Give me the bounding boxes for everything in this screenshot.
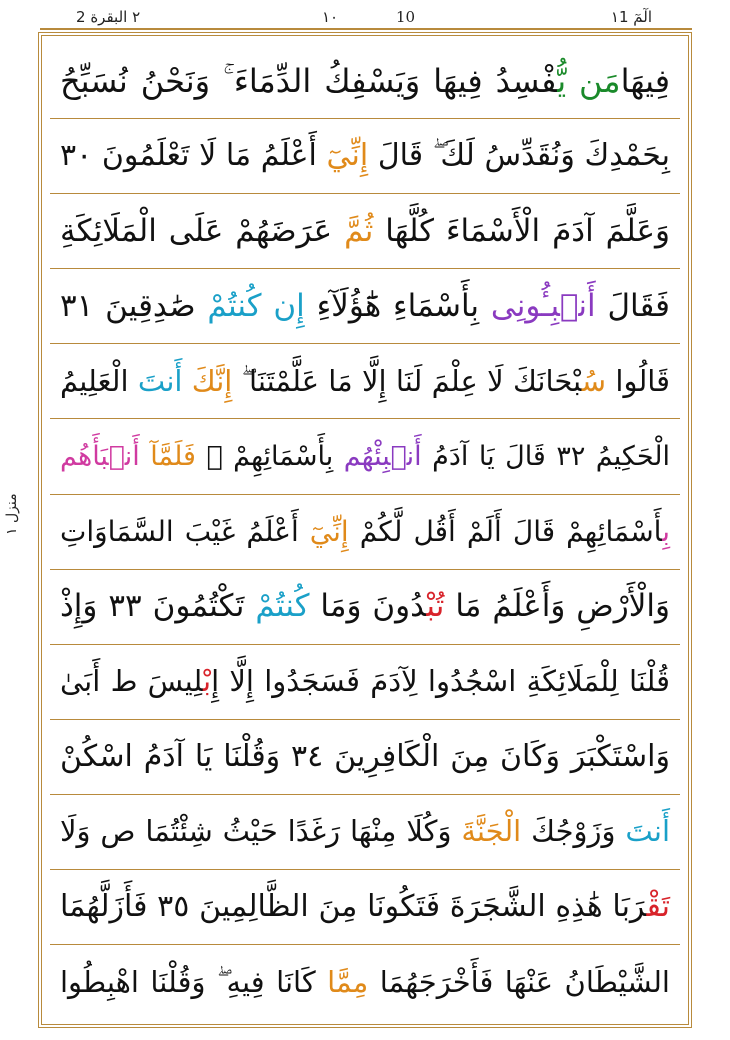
verse-segment: قُلْنَا لِلْمَلَائِكَةِ اسْجُدُوا لِآدَمَ فَسَجَدُوا إِلَّا إِ [211,664,670,699]
verse-segment: صَٰدِقِينَ ٣١ [60,287,208,324]
text-body [50,44,680,1016]
verse-text [60,888,671,924]
verse-segment: فْسِدُ فِيهَا وَيَسْفِكُ الدِّمَاءَ ۚ وَنَحْنُ نُسَبِّحُ [60,62,558,101]
verse-segment: بِحَمْدِكَ وَنُقَدِّسُ لَكَ ۖ قَالَ [368,138,670,174]
verse-segment: إِن كُنتُمْ [207,287,305,324]
verse-line [50,645,680,720]
verse-segment: الْجَنَّةَ [461,814,522,849]
verse-segment: الْحَكِيمُ ٣٢ قَالَ يَا آدَمُ [421,440,670,472]
verse-text [60,287,670,324]
verse-segment: لِيسَ ط أَبَىٰ [60,664,203,699]
page-header [40,6,692,30]
verse-line [50,419,680,494]
verse-segment: الشَّيْطَانُ عَنْهَا فَأَخْرَجَهُمَا [368,965,670,1000]
verse-segment: إِنَّكَ [191,363,233,398]
verse-segment: ثُمَّ [344,212,374,249]
verse-segment: بِأَسْمَاءِ هَٰٓؤُلَآءِ [304,287,491,324]
verse-segment: وَزَوْجُكَ [521,814,626,849]
verse-segment: إِنِّيٓ [309,514,349,548]
verse-line [50,344,680,419]
verse-segment: الْعَلِيمُ [60,363,138,398]
verse-line [50,269,680,344]
verse-text [60,363,670,398]
verse-text [60,514,670,548]
verse-segment: بِأَسْمَائِهِمْ ۖ [195,440,344,472]
verse-line [50,870,680,945]
page-number: 10 [396,8,416,26]
verse-text [60,138,670,174]
verse-text [60,588,670,625]
page-frame [38,32,692,1028]
verse-text [60,738,670,774]
header-rule [40,28,692,30]
arabic-page-number: ١٠ [322,8,339,26]
verse-line [50,119,680,194]
verse-segment: أَعْلَمُ مَا لَا تَعْلَمُونَ ٣٠ [60,138,327,174]
verse-segment: وَكُلَا مِنْهَا رَغَدًا حَيْثُ شِئْتُمَا ص وَلَا [60,814,462,849]
verse-line [50,495,680,570]
verse-line [50,44,680,119]
verse-segment: أَنۢبَأَهُم [60,440,151,472]
verse-segment: قَالُوا [606,363,670,398]
verse-segment: عَرَضَهُمْ عَلَى الْمَلَائِكَةِ [60,212,345,249]
verse-segment [182,364,191,398]
verse-segment: مَن يُّ [557,62,621,101]
verse-segment: وَعَلَّمَ آدَمَ الْأَسْمَاءَ كُلَّهَا [373,212,670,249]
juz-name-header: الٓمٓ ١1 [610,8,652,26]
verse-segment: كُنتُمْ [255,588,310,625]
verse-segment: تَقْ [646,888,671,924]
verse-segment: أَنتَ [625,814,670,849]
verse-line [50,720,680,795]
verse-segment: بْحَانَكَ لَا عِلْمَ لَنَا إِلَّا مَا عَلَّمْتَنَا ۖ [232,363,582,398]
verse-segment: فَلَمَّآ [150,440,196,472]
verse-text [60,965,670,1000]
verse-segment: وَالْأَرْضِ وَأَعْلَمُ مَا [444,588,670,625]
verse-text [60,440,670,472]
verse-segment: بْ [202,664,212,699]
verse-line [50,194,680,269]
verse-segment: أَنۢبِـُٔونِى [490,287,596,324]
manzil-marker: منزل ١ [4,493,20,535]
verse-text [60,814,670,849]
verse-text [60,62,671,101]
verse-segment: إِنِّيٓ [326,138,369,174]
verse-segment: كَانَا فِيهِ ۖ وَقُلْنَا اهْبِطُوا [60,965,328,1000]
verse-segment: تَكْتُمُونَ ٣٣ وَإِذْ [60,588,256,625]
verse-segment: تُبْ [426,588,445,625]
verse-segment: وَاسْتَكْبَرَ وَكَانَ مِنَ الْكَافِرِينَ ٣٤ وَقُلْنَا يَا آدَمُ اسْكُنْ [60,738,670,774]
verse-segment: فَقَالَ [595,287,670,324]
verse-segment: أَسْمَائِهِمْ قَالَ أَلَمْ أَقُل لَّكُمْ [348,514,663,548]
surah-name-header: ٢ البقرة 2 [76,8,141,26]
verse-segment: دُونَ وَمَا [309,588,427,625]
verse-segment: أَنۢبِئْهُم [343,440,422,472]
verse-segment: أَنتَ [137,363,183,398]
verse-text [60,664,670,699]
verse-segment: مِمَّا [327,965,369,1000]
verse-segment: سُ [581,363,607,398]
verse-line [50,945,680,1020]
verse-segment: رَبَا هَٰذِهِ الشَّجَرَةَ فَتَكُونَا مِنَ الظَّالِمِينَ ٣٥ فَأَزَلَّهُمَا [60,888,647,924]
verse-text [60,212,670,249]
verse-segment: بِ [662,514,670,548]
verse-segment: فِيهَا [620,62,671,101]
verse-segment: أَعْلَمُ غَيْبَ السَّمَاوَاتِ [60,514,310,548]
verse-line [50,795,680,870]
verse-line [50,570,680,645]
